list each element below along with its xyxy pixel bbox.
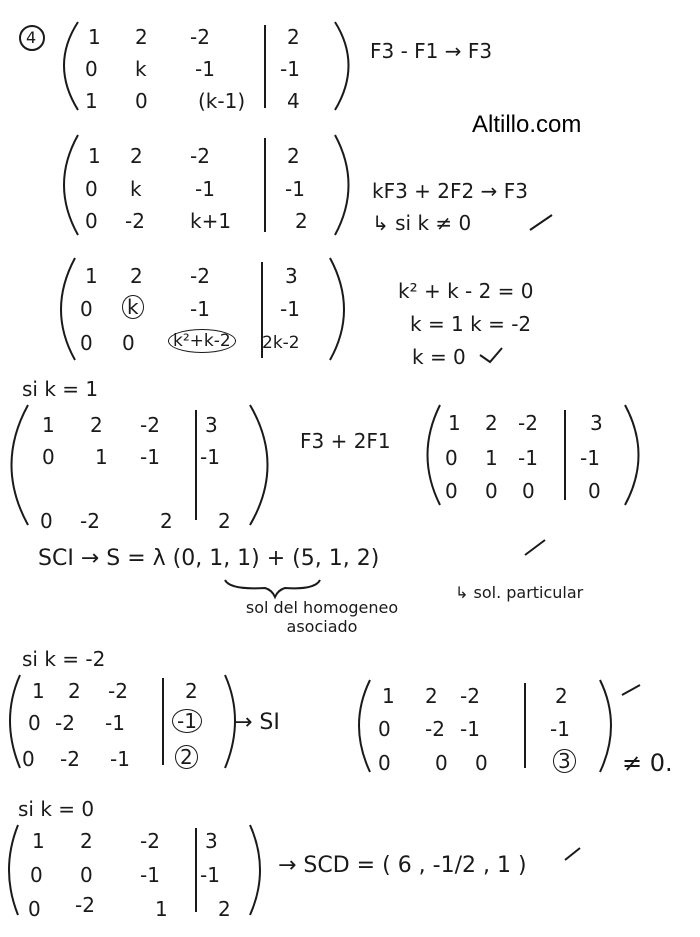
cell: 0 — [42, 445, 55, 469]
cell: -1 — [105, 711, 125, 735]
cell: -1 — [195, 177, 215, 201]
cell: -1 — [190, 297, 210, 321]
cell: -1 — [550, 717, 570, 741]
cell: 0 — [378, 717, 391, 741]
cell: 1 — [32, 829, 45, 853]
cell: 0 — [80, 297, 93, 321]
cell: 2 — [80, 829, 93, 853]
solution-scd: → SCD = ( 6 , -1/2 , 1 ) — [278, 853, 527, 878]
not-zero: ≠ 0. — [622, 749, 673, 777]
cell: -1 — [195, 57, 215, 81]
cell: -1 — [285, 177, 305, 201]
cell: -1 — [518, 446, 538, 470]
cell: -2 — [75, 893, 95, 917]
cell: 0 — [378, 751, 391, 775]
cell: k+1 — [190, 209, 232, 233]
op-1: F3 - F1 → F3 — [370, 39, 493, 63]
cell: 2k-2 — [262, 333, 300, 353]
case-k0-title: si k = 0 — [18, 797, 95, 821]
cell: 2 — [218, 897, 231, 921]
cell: 0 — [135, 89, 148, 113]
quadratic-eq: k² + k - 2 = 0 — [398, 279, 534, 303]
cell: 0 — [40, 509, 53, 533]
cell: 0 — [485, 479, 498, 503]
cell: 0 — [475, 751, 488, 775]
cell: 2 — [160, 509, 173, 533]
cell: 1 — [85, 264, 98, 288]
cell: 0 — [85, 177, 98, 201]
cell: k — [135, 57, 147, 81]
cell: -2 — [60, 747, 80, 771]
cell: -2 — [125, 209, 145, 233]
watermark: Altillo.com — [472, 111, 582, 138]
cell: 0 — [30, 863, 43, 887]
cell: -2 — [140, 413, 160, 437]
cell: -2 — [425, 717, 445, 741]
cell: 1 — [382, 684, 395, 708]
cell: -1 — [110, 747, 130, 771]
cell: 2 — [218, 509, 231, 533]
cell: -2 — [190, 144, 210, 168]
note-k-not-zero: ↳ si k ≠ 0 — [372, 211, 472, 235]
cell: 0 — [85, 209, 98, 233]
cell: -1 — [140, 445, 160, 469]
cell: -2 — [190, 264, 210, 288]
cell: -1 — [580, 446, 600, 470]
cell: 1 — [85, 89, 98, 113]
cell: 2 — [90, 413, 103, 437]
cell: 2 — [485, 411, 498, 435]
cell: 0 — [80, 863, 93, 887]
case-k-2-title: si k = -2 — [22, 647, 106, 671]
cell: -2 — [80, 509, 100, 533]
cell: -2 — [108, 679, 128, 703]
cell: 0 — [588, 479, 601, 503]
cell: -2 — [460, 684, 480, 708]
cell: 3 — [285, 264, 298, 288]
cell: -1 — [460, 717, 480, 741]
cell: -1 — [140, 863, 160, 887]
cell: 1 — [32, 679, 45, 703]
cell: 0 — [445, 479, 458, 503]
cell: 1 — [88, 25, 101, 49]
cell: 0 — [445, 446, 458, 470]
cell: 0 — [28, 897, 41, 921]
cell: 2 — [68, 679, 81, 703]
cell: -2 — [518, 411, 538, 435]
cell: 2 — [295, 209, 308, 233]
cell: -2 — [55, 711, 75, 735]
cell: -1 — [280, 297, 300, 321]
cell: (k-1) — [198, 89, 246, 113]
cell: 4 — [287, 89, 300, 113]
cell-circled: 2 — [175, 745, 198, 769]
cell-circled: -1 — [172, 709, 202, 733]
cell: 1 — [88, 144, 101, 168]
cell: 2 — [135, 25, 148, 49]
pivot-circled: k²+k-2 — [168, 329, 236, 353]
cell: 0 — [28, 711, 41, 735]
cell: 1 — [95, 445, 108, 469]
cell: 0 — [435, 751, 448, 775]
cell: 2 — [130, 264, 143, 288]
cell: -2 — [140, 829, 160, 853]
particular-label: ↳ sol. particular — [455, 583, 584, 602]
op-case1: F3 + 2F1 — [300, 429, 391, 453]
cell: 2 — [555, 684, 568, 708]
cell: 1 — [42, 413, 55, 437]
cell: 0 — [80, 331, 93, 355]
quadratic-roots: k = 1 k = -2 — [410, 312, 532, 336]
cell: 0 — [85, 57, 98, 81]
solution-sci: SCI → S = λ (0, 1, 1) + (5, 1, 2) — [38, 546, 380, 571]
cell-circled: 3 — [553, 749, 576, 773]
arrow-si: → SI — [234, 710, 280, 735]
cell: 0 — [122, 331, 135, 355]
cell: 3 — [590, 411, 603, 435]
cell: 0 — [522, 479, 535, 503]
cell: -1 — [280, 57, 300, 81]
cell: 2 — [185, 679, 198, 703]
cell: 3 — [205, 829, 218, 853]
k-zero: k = 0 — [412, 345, 466, 369]
cell: 1 — [485, 446, 498, 470]
homogeneous-label: sol del homogeneo asociado — [245, 598, 399, 636]
cell: 2 — [287, 25, 300, 49]
cell: 0 — [22, 747, 35, 771]
case-k1-title: si k = 1 — [22, 377, 99, 401]
op-2: kF3 + 2F2 → F3 — [372, 179, 528, 203]
cell: 2 — [287, 144, 300, 168]
cell: -1 — [200, 445, 220, 469]
cell: 3 — [205, 413, 218, 437]
cell: 1 — [155, 897, 168, 921]
cell: -2 — [190, 25, 210, 49]
cell: 2 — [425, 684, 438, 708]
cell: -1 — [200, 863, 220, 887]
pivot-circled: k — [122, 295, 144, 319]
cell: 1 — [448, 411, 461, 435]
problem-number: 4 — [26, 28, 37, 47]
cell: k — [130, 177, 142, 201]
cell: 2 — [130, 144, 143, 168]
